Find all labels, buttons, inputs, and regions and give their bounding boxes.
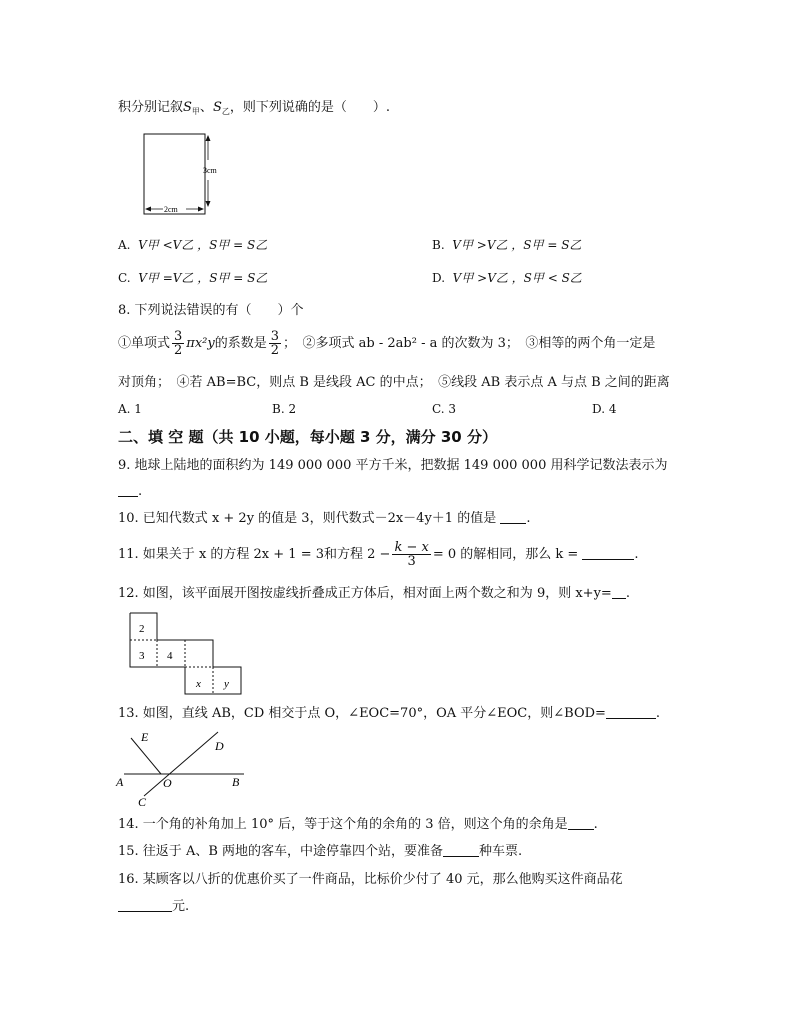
- q16-line2: 元.: [118, 898, 189, 916]
- net-cell-x: x: [196, 678, 201, 690]
- q12: 12. 如图，该平面展开图按虚线折叠成正方体后，相对面上两个数之和为 9，则 x+y= .: [118, 586, 630, 601]
- point-a-label: A: [116, 775, 124, 789]
- answer-blank[interactable]: [118, 484, 138, 497]
- q7-height-label: 3cm: [203, 166, 217, 175]
- q7-option-d: D. V甲 >V乙 ，S甲 < S乙: [432, 271, 582, 285]
- q8-statements-line2: 对顶角； ④若 AB=BC，则点 B 是线段 AC 的中点； ⑤线段 AB 表示点 A 与点 B 之间的距离: [118, 375, 670, 390]
- q9-line1: 9. 地球上陆地的面积约为 149 000 000 平方千米，把数据 149 000 000 用科学记数法表示为: [118, 458, 668, 473]
- q8-option-b: B. 2: [272, 402, 297, 416]
- q15: 15. 往返于 A、B 两地的客车，中途停靠四个站，要准备 种车票.: [118, 844, 523, 859]
- fraction: $\frac{k - x}{3}$: [394, 540, 429, 569]
- q16-line1: 16. 某顾客以八折的优惠价买了一件商品，比标价少付了 40 元，那么他购买这件商品花: [118, 872, 623, 887]
- section-title: 二、填 空 题（共 10 小题，每小题 3 分，满分 30 分）: [118, 428, 497, 446]
- q13-intersecting-lines-figure: [114, 730, 254, 808]
- point-e-label: E: [141, 730, 149, 744]
- net-cell-y: y: [224, 678, 229, 690]
- net-cell-3: 3: [139, 650, 145, 662]
- fraction: $\frac{3}{2}$: [174, 329, 183, 358]
- answer-blank[interactable]: [500, 511, 526, 524]
- answer-blank[interactable]: [118, 899, 172, 912]
- answer-blank[interactable]: [606, 706, 656, 719]
- q7-option-a: A. V甲 <V乙 ，S甲 = S乙: [118, 238, 268, 252]
- point-b-label: B: [232, 775, 240, 789]
- point-c-label: C: [138, 795, 147, 809]
- answer-blank[interactable]: [568, 817, 594, 830]
- q7-option-c: C. V甲 =V乙 ，S甲 = S乙: [118, 271, 268, 285]
- answer-blank[interactable]: [443, 844, 479, 857]
- q14: 14. 一个角的补角加上 10° 后，等于这个角的余角的 3 倍，则这个角的余角是 .: [118, 817, 598, 832]
- q7-option-b: B. V甲 >V乙 ，S甲 = S乙: [432, 238, 582, 252]
- q11: 11. 如果关于 x 的方程 2x + 1 = 3和方程 2 − $\frac{k - x}{3}$ = 0 的解相同，那么 k = .: [118, 540, 639, 569]
- q8-stem: 8. 下列说法错误的有（ ）个: [118, 303, 304, 318]
- q8-option-c: C. 3: [432, 402, 457, 416]
- q12-cube-net-figure: [130, 613, 260, 695]
- q7-width-label: 2cm: [164, 205, 178, 214]
- answer-blank[interactable]: [612, 586, 626, 599]
- fraction: $\frac{3}{2}$: [270, 329, 280, 358]
- net-cell-2: 2: [139, 623, 145, 635]
- q10: 10. 已知代数式 x + 2y 的值是 3，则代数式－2x－4y＋1 的值是 .: [118, 511, 531, 526]
- q7-rectangle-figure: [138, 130, 228, 220]
- net-cell-4: 4: [167, 650, 173, 662]
- q8-option-a: A. 1: [118, 402, 142, 416]
- q8-statements-line1: ①单项式 $\frac{3}{2}$ πx²y的系数是 $\frac{3}{2}$ ； ②多项式 ab - 2ab² - a 的次数为 3； ③相等的两个角一定是: [118, 329, 656, 358]
- answer-blank[interactable]: [582, 547, 634, 560]
- q9-line2: .: [118, 483, 142, 501]
- point-d-label: D: [215, 739, 224, 753]
- q7-intro: 积分别记叙$S_甲$、$S_乙$，则下列说确的是（ ）.: [118, 100, 390, 116]
- q13: 13. 如图，直线 AB，CD 相交于点 O，∠EOC=70°，OA 平分∠EOC，则∠BOD= .: [118, 706, 661, 721]
- q8-option-d: D. 4: [592, 402, 617, 416]
- point-o-label: O: [163, 776, 172, 790]
